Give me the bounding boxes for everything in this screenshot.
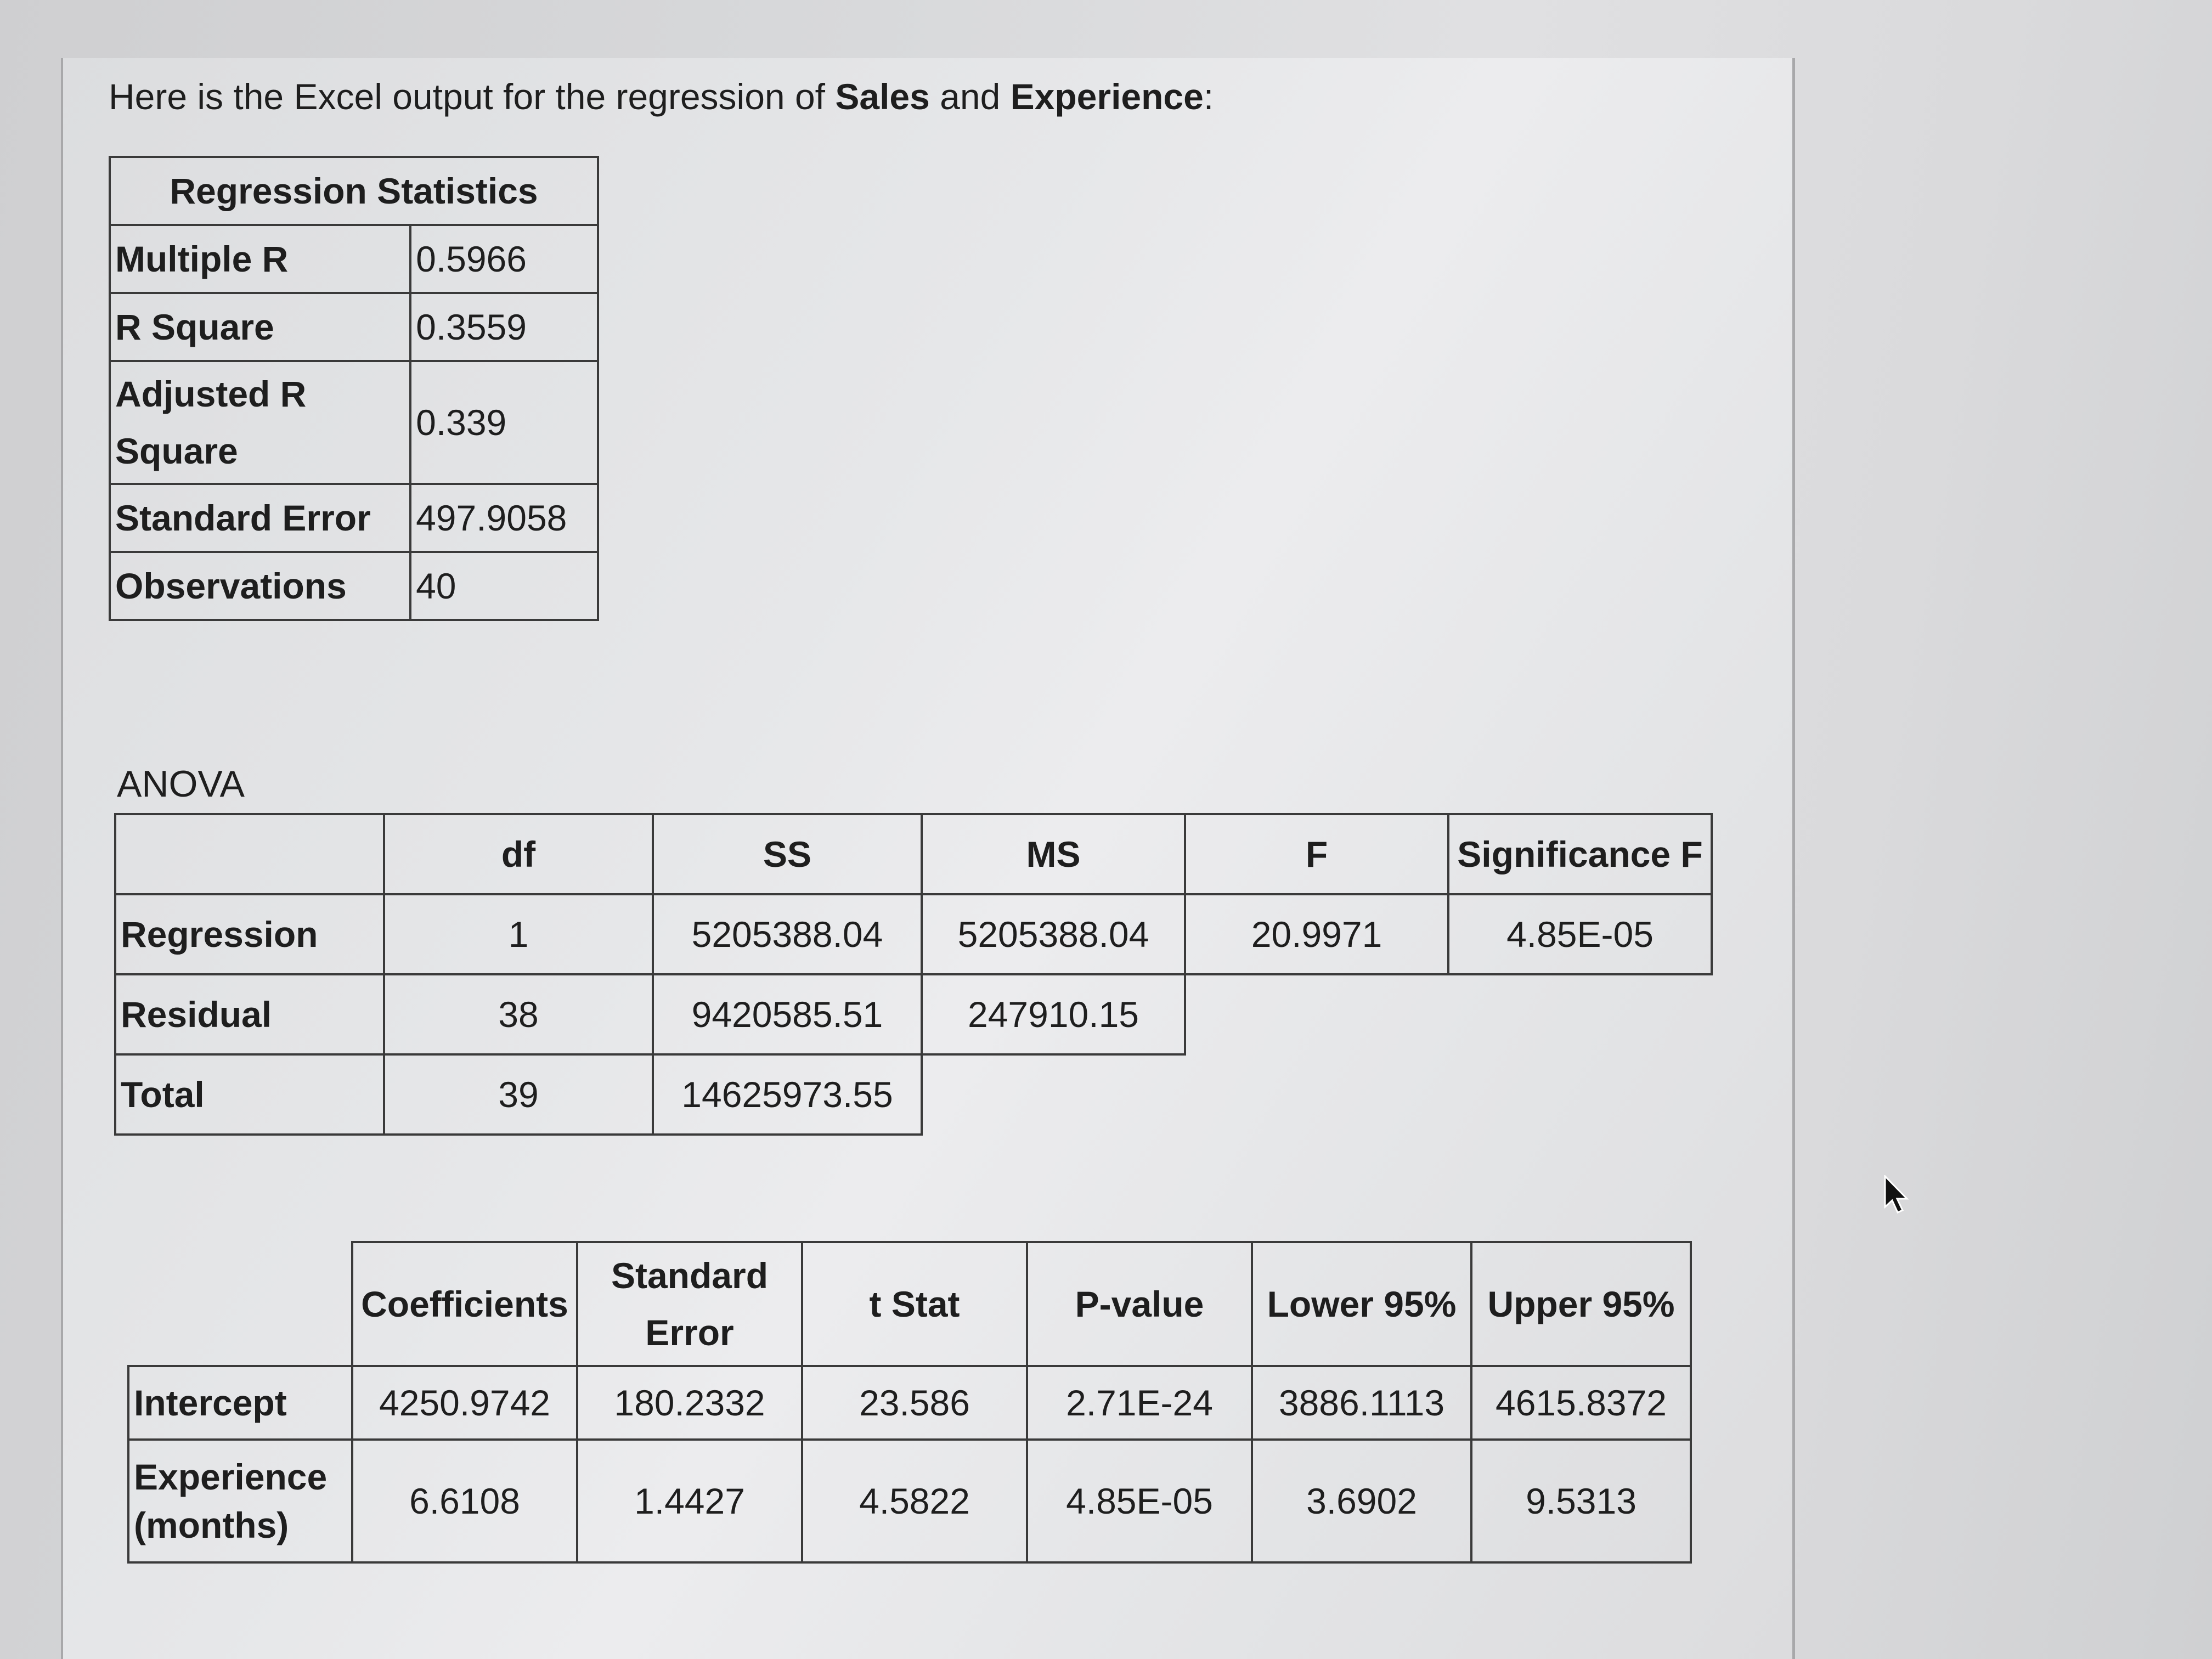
table-row bbox=[110, 361, 598, 484]
t-stat-cell: 23.586 bbox=[802, 1366, 1027, 1440]
table-row bbox=[128, 1440, 1691, 1562]
t-stat-cell: 4.5822 bbox=[802, 1440, 1027, 1562]
lower-95-cell: 3886.1113 bbox=[1252, 1366, 1471, 1440]
column-header: P-value bbox=[1027, 1242, 1252, 1366]
df-cell: 39 bbox=[384, 1054, 653, 1135]
table-row bbox=[128, 1366, 1691, 1440]
ss-cell: 9420585.51 bbox=[653, 974, 922, 1054]
upper-95-cell: 4615.8372 bbox=[1471, 1366, 1691, 1440]
column-header: SS bbox=[653, 814, 922, 894]
stat-value: 0.339 bbox=[410, 361, 598, 484]
table-row bbox=[110, 225, 598, 293]
ms-cell: 5205388.04 bbox=[922, 894, 1185, 974]
anova-heading: ANOVA bbox=[117, 763, 245, 805]
column-header: Significance F bbox=[1448, 814, 1712, 894]
stat-label: Standard Error bbox=[110, 484, 410, 552]
table-header-row bbox=[128, 1242, 1691, 1366]
column-header: F bbox=[1185, 814, 1448, 894]
mouse-pointer-icon bbox=[1883, 1175, 1910, 1214]
corner-cell bbox=[128, 1242, 352, 1366]
stat-label: Adjusted R Square bbox=[110, 361, 410, 484]
table-header-row bbox=[115, 814, 1712, 894]
df-cell: 38 bbox=[384, 974, 653, 1054]
df-cell: 1 bbox=[384, 894, 653, 974]
column-header: Upper 95% bbox=[1471, 1242, 1691, 1366]
column-header: df bbox=[384, 814, 653, 894]
stat-value: 497.9058 bbox=[410, 484, 598, 552]
f-cell: 20.9971 bbox=[1185, 894, 1448, 974]
significance-f-cell: 4.85E-05 bbox=[1448, 894, 1712, 974]
coefficients-table bbox=[127, 1241, 1692, 1564]
table-row bbox=[115, 974, 1712, 1054]
table-row bbox=[110, 552, 598, 620]
row-label: Experience (months) bbox=[128, 1440, 352, 1562]
column-header: Coefficients bbox=[352, 1242, 577, 1366]
regression-statistics-table bbox=[109, 156, 599, 621]
upper-95-cell: 9.5313 bbox=[1471, 1440, 1691, 1562]
stat-label: R Square bbox=[110, 293, 410, 361]
standard-error-cell: 180.2332 bbox=[577, 1366, 802, 1440]
coefficient-cell: 4250.9742 bbox=[352, 1366, 577, 1440]
ss-cell: 5205388.04 bbox=[653, 894, 922, 974]
row-label: Residual bbox=[115, 974, 384, 1054]
anova-table bbox=[114, 813, 1713, 1136]
intro-text: Here is the Excel output for the regression of Sales and Experience: bbox=[109, 76, 1214, 117]
table-row bbox=[115, 1054, 1712, 1135]
table-row bbox=[115, 894, 1712, 974]
table-row bbox=[110, 484, 598, 552]
stat-label: Observations bbox=[110, 552, 410, 620]
column-header bbox=[115, 814, 384, 894]
ss-cell: 14625973.55 bbox=[653, 1054, 922, 1135]
standard-error-cell: 1.4427 bbox=[577, 1440, 802, 1562]
lower-95-cell: 3.6902 bbox=[1252, 1440, 1471, 1562]
table-row bbox=[110, 293, 598, 361]
stat-value: 0.5966 bbox=[410, 225, 598, 293]
empty-cell bbox=[1185, 974, 1712, 1054]
column-header: MS bbox=[922, 814, 1185, 894]
coefficient-cell: 6.6108 bbox=[352, 1440, 577, 1562]
stat-value: 0.3559 bbox=[410, 293, 598, 361]
column-header: t Stat bbox=[802, 1242, 1027, 1366]
empty-cell bbox=[922, 1054, 1712, 1135]
p-value-cell: 4.85E-05 bbox=[1027, 1440, 1252, 1562]
stat-label: Multiple R bbox=[110, 225, 410, 293]
row-label: Total bbox=[115, 1054, 384, 1135]
column-header: Lower 95% bbox=[1252, 1242, 1471, 1366]
row-label: Intercept bbox=[128, 1366, 352, 1440]
p-value-cell: 2.71E-24 bbox=[1027, 1366, 1252, 1440]
row-label: Regression bbox=[115, 894, 384, 974]
stat-value: 40 bbox=[410, 552, 598, 620]
column-header: Standard Error bbox=[577, 1242, 802, 1366]
ms-cell: 247910.15 bbox=[922, 974, 1185, 1054]
regression-statistics-title: Regression Statistics bbox=[110, 157, 598, 225]
